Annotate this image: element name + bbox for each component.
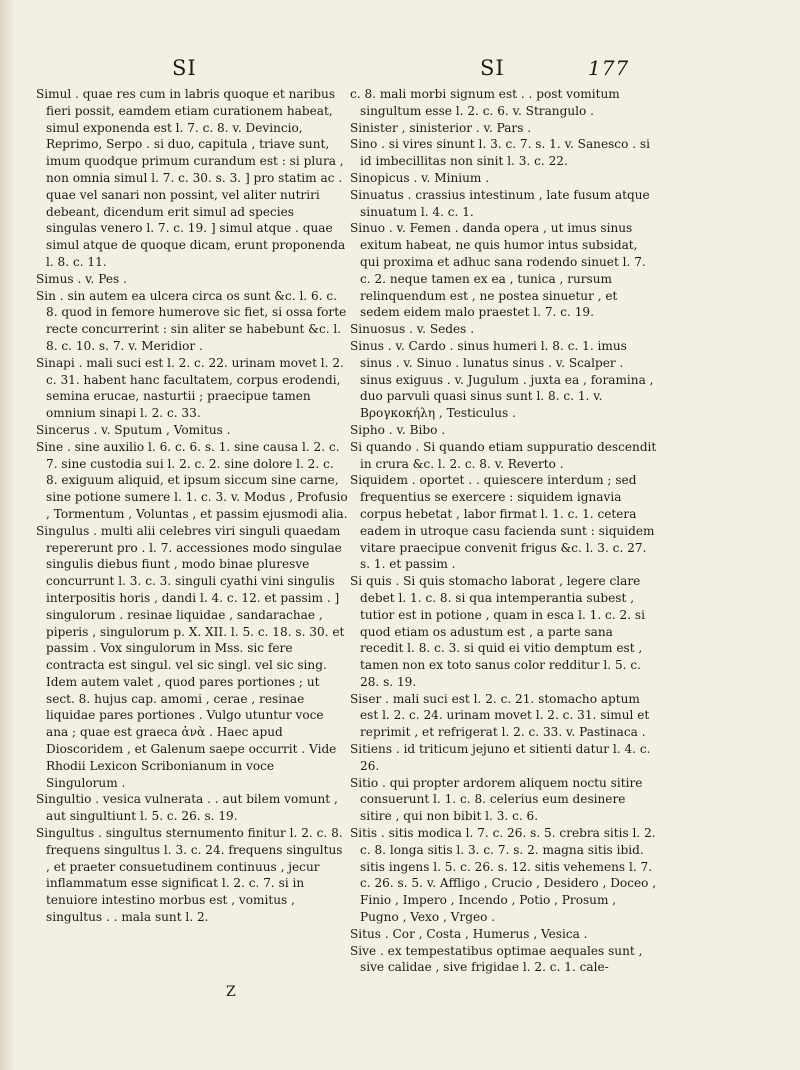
signature-mark: Z (226, 984, 236, 1000)
index-entry: Siquidem . oportet . . quiescere interdum ; sed frequentius se exercere : siquidem ignavia corpus hebetat , labor firmat l. 1. c. 1. cetera eadem in utroque casu facienda sunt : siquidem vitare praecipue convenit frigus &c. l. 3. c. 27. s. 1. et passim . (350, 473, 655, 572)
index-entry: Sipho . v. Bibo . (350, 422, 446, 437)
index-entry: Sitiens . id triticum jejuno et sitienti datur l. 4. c. 26. (350, 742, 651, 773)
index-entry: Sin . sin autem ea ulcera circa os sunt &c. l. 6. c. 8. quod in femore humerove sic fiet, si ossa forte recte concurrerint : sin aliter se habebunt &c. l. 8. c. 10. s. 7. v. Meridior . (36, 288, 347, 353)
index-entry: Sino . si vires sinunt l. 3. c. 7. s. 1. v. Sanesco . si id imbecillitas non sinit l. 3. c. 22. (350, 137, 650, 169)
index-entry: Si quando . Si quando etiam suppuratio descendit in crura &c. l. 2. c. 8. v. Reverto . (350, 439, 657, 471)
index-entry: Sitis . sitis modica l. 7. c. 26. s. 5. crebra sitis l. 2. c. 8. longa sitis l. 3. c. 7. s. 2. magna sitis ibid. sitis ingens l. 5. c. 26. s. 12. sitis vehemens l. 7. c. 26. s. 5. v. Affligo , Crucio , Desidero , Doceo , Finio , Impero , Incendo , Potio , Prosum , Pugno , Vexo , Vrgeo . (350, 826, 657, 925)
index-entry: Sinuo . v. Femen . danda opera , ut imus sinus exitum habeat, ne quis humor intus subsidat, qui proxima et adhuc sana rodendo sinuet l. 7. c. 2. neque tamen ex ea , tunica , rursum relinquendum est , ne postea sinuetur , et sedem eidem malo praestet l. 7. c. 19. (350, 221, 646, 320)
index-entry: Singultio . vesica vulnerata . . aut bilem vomunt , aut singultiunt l. 5. c. 26. s. 19. (36, 792, 338, 824)
index-entry: Sinister , sinisterior . v. Pars . (350, 120, 532, 135)
index-entry: Sive . ex tempestatibus optimae aequales sunt , sive calidae , sive frigidae l. 2. c. 1. cale- (350, 943, 643, 975)
index-entry: c. 8. mali morbi signum est . . post vomitum singultum esse l. 2. c. 6. v. Strangulo . (350, 87, 620, 118)
index-entry: Simus . v. Pes . (36, 271, 127, 286)
index-entry: Siser . mali suci est l. 2. c. 21. stomacho aptum est l. 2. c. 24. urinam movet l. 2. c. 31. simul et reprimit , et refrigerat l. 2. c. 33. v. Pastinaca . (350, 691, 650, 740)
right-column (350, 86, 658, 976)
index-entry: Simul . quae res cum in labris quoque et naribus fieri possit, eamdem etiam curationem habeat, simul exponenda est l. 7. c. 8. v. Devincio, Reprimo, Serpo . si duo, capitula , triave sunt, imum quodque primum curandum est : si plura , non omnia simul l. 7. c. 30. s. 3. ] pro statim ac . quae vel sanari non possint, vel aliter nutriri debeant, dicendum erit simul ad species singulas venero l. 7. c. 19. ] simul atque . quae simul atque de quoque dicam, erunt proponenda l. 8. c. 11. (36, 87, 346, 269)
running-head-right: SI (480, 56, 505, 80)
page-edge-shadow (0, 0, 14, 1070)
index-entry: Singulus . multi alii celebres viri singuli quaedam repererunt pro . l. 7. accessiones modo singulae singulis diebus fiunt , modo binae pluresve concurrunt l. 3. c. 3. singuli cyathi vini singulis interpositis horis , dandi l. 4. c. 12. et passim . ] singulorum . resinae liquidae , sandarachae , piperis , singulorum p. X. XII. l. 5. c. 18. s. 30. et passim . Vox singulorum in Mss. sic fere contracta est singul. vel sic singl. vel sic sing. Idem autem valet , quod pares portiones ; ut sect. 8. hujus cap. amomi , cerae , resinae liquidae pares portiones . Vulgo utuntur voce ana ; quae est graeca ἀνὰ . Haec apud Dioscoridem , et Galenum saepe occurrit . Vide Rhodii Lexicon Scribonianum in voce Singulorum . (36, 523, 345, 790)
index-entry: Si quis . Si quis stomacho laborat , legere clare debet l. 1. c. 8. si qua intemperantia subest , tutior est in potione , quam in esca l. 1. c. 2. si quod etiam os adustum est , a parte sana recedit l. 8. c. 3. si quid ei vitio demptum est , tamen non ex toto sanus color redditur l. 5. c. 28. s. 19. (350, 574, 645, 689)
page-number: 177 (588, 56, 630, 80)
index-entry: Sinuatus . crassius intestinum , late fusum atque sinuatum l. 4. c. 1. (350, 187, 650, 219)
index-entry: Sincerus . v. Sputum , Vomitus . (36, 422, 231, 437)
index-entry: Sinapi . mali suci est l. 2. c. 22. urinam movet l. 2. c. 31. habent hanc facultatem, corpus erodendi, semina erucae, nasturtii ; praecipue tamen omnium sinapi l. 2. c. 33. (36, 355, 344, 421)
left-column (36, 86, 348, 926)
index-entry: Situs . Cor , Costa , Humerus , Vesica . (350, 926, 588, 941)
index-entry: Sinuosus . v. Sedes . (350, 322, 475, 337)
index-entry: Sitio . qui propter ardorem aliquem noctu sitire consuerunt l. 1. c. 8. celerius eum desinere sitire , qui non bibit l. 3. c. 6. (350, 775, 643, 824)
index-entry: Singultus . singultus sternumento finitur l. 2. c. 8. frequens singultus l. 3. c. 24. frequens singultus , et praeter consuetudinem continuus , jecur inflammatum esse significat l. 2. c. 7. si in tenuiore intestino morbus est , vomitus , singultus . . mala sunt l. 2. (36, 826, 343, 925)
index-entry: Sinopicus . v. Minium . (350, 170, 490, 185)
index-entry: Sinus . v. Cardo . sinus humeri l. 8. c. 1. imus sinus . v. Sinuo . lunatus sinus . v. Scalper . sinus exiguus . v. Jugulum . juxta ea , foramina , duo parvuli quasi sinus sunt l. 8. c. 1. v. Βρογκοκήλη , Testiculus . (350, 338, 654, 421)
running-head-left: SI (172, 56, 197, 80)
index-entry: Sine . sine auxilio l. 6. c. 6. s. 1. sine causa l. 2. c. 7. sine custodia sui l. 2. c. 2. sine dolore l. 2. c. 8. exiguum aliquid, et ipsum siccum sine carne, sine potione sumere l. 1. c. 3. v. Modus , Profusio , Tormentum , Voluntas , et passim ejusmodi alia. (36, 439, 348, 521)
